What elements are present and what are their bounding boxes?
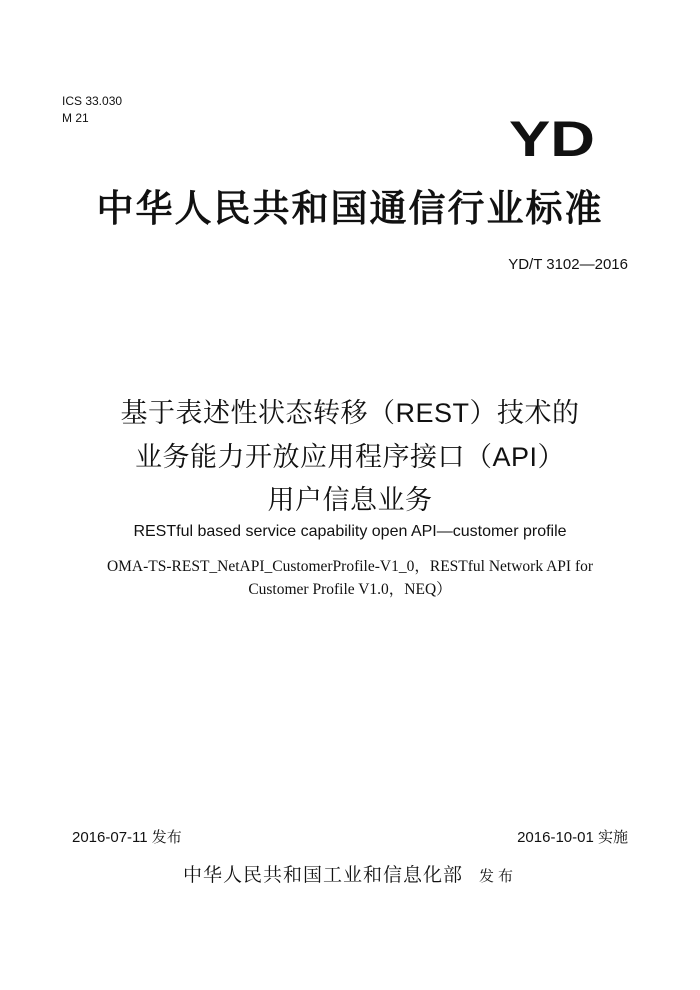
category-code: M 21 [62, 111, 89, 125]
yd-logo-text: YD [509, 112, 595, 162]
header-divider [62, 233, 638, 234]
standard-category-title: 中华人民共和国通信行业标准 [96, 188, 604, 229]
english-title: RESTful based service capability open API—customer profile [133, 523, 567, 540]
equivalence-line-1: OMA-TS-REST_NetAPI_CustomerProfile-V1_0，RESTful Network API for [106, 558, 594, 575]
document-number: YD/T 3102—2016 [508, 256, 628, 273]
issuer-line [0, 860, 700, 887]
equivalence-statement [80, 555, 620, 601]
standard-title-line-1: 基于表述性状态转移（REST）技术的 [120, 398, 580, 428]
issue-label: 发布 [479, 867, 518, 885]
implementation-date: 2016-10-01 实施 [517, 829, 628, 846]
ics-code: ICS 33.030 [62, 94, 123, 108]
standard-title-line-2: 业务能力开放应用程序接口（API） [134, 442, 566, 472]
yd-logo [507, 112, 597, 162]
standard-title-line-3: 用户信息业务 [267, 485, 433, 515]
classification-codes [62, 93, 122, 127]
issuer-name: 中华人民共和国工业和信息化部 [182, 864, 463, 886]
equivalence-line-2: Customer Profile V1.0，NEQ） [248, 581, 452, 598]
issue-date: 2016-07-11 发布 [72, 829, 182, 846]
